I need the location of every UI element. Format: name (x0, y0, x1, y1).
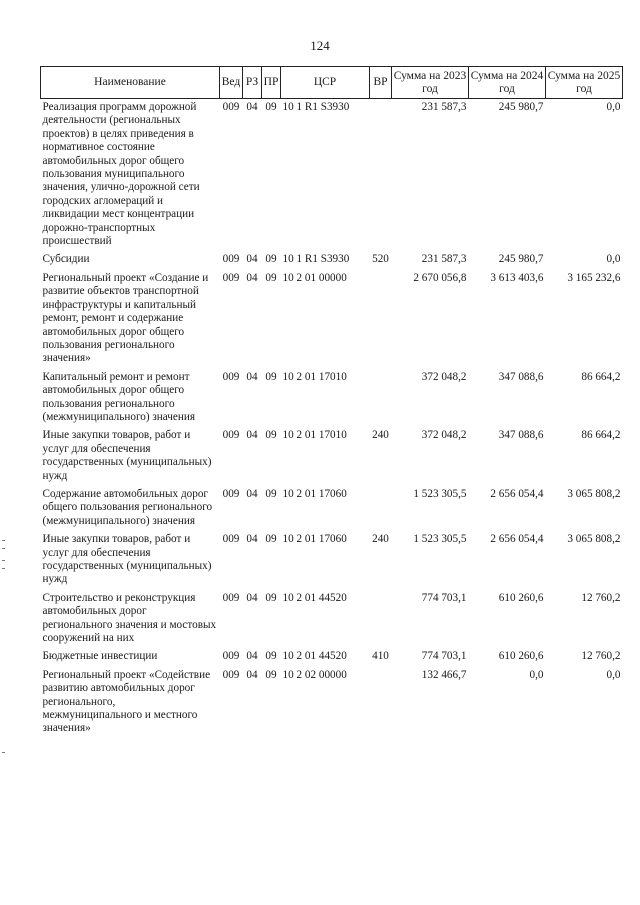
column-header-csr: ЦСР (281, 67, 370, 99)
cell-pr: 09 (265, 650, 277, 663)
cell-sum-2023: 774 703,1 (421, 650, 467, 663)
column-header-sum-2024: Сумма на 2024 год (469, 67, 546, 99)
cell-csr: 10 2 01 17060 (282, 487, 347, 500)
cell-csr: 10 1 R1 S3930 (282, 101, 350, 113)
cell-sum-2025: 3 065 808,2 (567, 533, 621, 546)
cell-name: Реализация программ дорожной деятельности (региональных проектов) в целях приведения в нормативное состояние автомобильных дорог общего пользования муниципального значения, улично-дорожной сети городских агломераций и ликвидации мест концентрации дорожно-транспортных происшествий (42, 101, 200, 248)
cell-rz: 04 (246, 533, 258, 546)
table-row (41, 533, 623, 592)
cell-sum-2023: 1 523 305,5 (413, 487, 467, 500)
cell-name: Региональный проект «Содействие развитию автомобильных дорог регионального, межмуниципального и местного значения» (42, 668, 211, 735)
cell-ved: 009 (222, 533, 240, 546)
cell-sum-2023: 372 048,2 (421, 370, 467, 383)
cell-sum-2024: 610 260,6 (498, 591, 544, 604)
cell-sum-2025: 3 165 232,6 (567, 271, 621, 284)
table-row (41, 99, 623, 254)
cell-rz: 04 (246, 487, 258, 500)
cell-sum-2025: 0,0 (606, 253, 621, 266)
cell-rz: 04 (246, 370, 258, 383)
cell-sum-2023: 132 466,7 (421, 668, 467, 681)
column-header-pr: ПР (262, 67, 281, 99)
column-header-sum-2023: Сумма на 2023 год (392, 67, 469, 99)
cell-pr: 09 (265, 101, 277, 113)
cell-csr: 10 2 01 17010 (282, 429, 347, 442)
cell-sum-2023: 231 587,3 (421, 101, 467, 113)
cell-name: Бюджетные инвестиции (42, 650, 158, 663)
margin-mark (2, 548, 5, 549)
column-header-ved: Вед (220, 67, 243, 99)
table-row (41, 592, 623, 651)
cell-csr: 10 2 01 00000 (282, 271, 347, 284)
table-body (41, 99, 623, 741)
cell-pr: 09 (265, 487, 277, 500)
cell-rz: 04 (246, 253, 258, 266)
cell-ved: 009 (222, 487, 240, 500)
cell-csr: 10 2 01 44520 (282, 650, 347, 663)
cell-pr: 09 (265, 271, 277, 284)
cell-sum-2024: 2 656 054,4 (490, 487, 544, 500)
cell-sum-2024: 3 613 403,6 (490, 271, 544, 284)
cell-name: Иные закупки товаров, работ и услуг для обеспечения государственных (муниципальных) нужд (42, 429, 212, 482)
cell-pr: 09 (265, 533, 277, 546)
margin-mark (2, 540, 5, 541)
cell-ved: 009 (222, 429, 240, 442)
cell-ved: 009 (222, 650, 240, 663)
cell-sum-2025: 12 760,2 (581, 591, 621, 604)
budget-table (40, 66, 623, 741)
cell-ved: 009 (222, 591, 240, 604)
table-row (41, 371, 623, 430)
cell-sum-2024: 0,0 (529, 668, 544, 681)
cell-csr: 10 2 01 17010 (282, 370, 347, 383)
cell-sum-2025: 0,0 (606, 101, 621, 113)
table-row (41, 650, 623, 668)
cell-sum-2025: 12 760,2 (581, 650, 621, 663)
column-header-vr: ВР (370, 67, 392, 99)
cell-csr: 10 2 01 44520 (282, 591, 347, 604)
cell-rz: 04 (246, 650, 258, 663)
cell-pr: 09 (265, 429, 277, 442)
cell-sum-2024: 245 980,7 (498, 101, 544, 113)
cell-pr: 09 (265, 668, 277, 681)
cell-sum-2024: 610 260,6 (498, 650, 544, 663)
table-row (41, 488, 623, 533)
cell-sum-2023: 2 670 056,8 (413, 271, 467, 284)
cell-name: Иные закупки товаров, работ и услуг для обеспечения государственных (муниципальных) нужд (42, 533, 212, 586)
cell-name: Субсидии (42, 253, 90, 266)
cell-sum-2023: 231 587,3 (421, 253, 467, 266)
cell-pr: 09 (265, 370, 277, 383)
cell-vr: 520 (372, 253, 389, 266)
cell-vr: 240 (372, 533, 389, 546)
cell-sum-2023: 372 048,2 (421, 429, 467, 442)
cell-rz: 04 (246, 101, 258, 113)
margin-mark (2, 560, 5, 561)
cell-ved: 009 (222, 271, 240, 284)
column-header-sum-2025: Сумма на 2025 год (546, 67, 623, 99)
cell-vr (370, 592, 392, 651)
table-header-row (41, 67, 623, 99)
cell-name: Строительство и реконструкция автомобильных дорог регионального значения и мостовых сооружений на них (42, 591, 217, 645)
column-header-name: Наименование (41, 67, 220, 99)
cell-pr: 09 (265, 591, 277, 604)
cell-sum-2024: 2 656 054,4 (490, 533, 544, 546)
cell-name: Региональный проект «Создание и развитие объектов транспортной инфраструктуры и капитальный ремонт, ремонт и содержание автомобильных дорог общего пользования регионального значения» (42, 271, 209, 365)
cell-csr: 10 2 02 00000 (282, 668, 347, 681)
cell-csr: 10 1 R1 S3930 (282, 253, 350, 266)
cell-vr (370, 371, 392, 430)
cell-rz: 04 (246, 591, 258, 604)
cell-sum-2023: 1 523 305,5 (413, 533, 467, 546)
column-header-rz: РЗ (243, 67, 262, 99)
cell-ved: 009 (222, 668, 240, 681)
table-row (41, 669, 623, 741)
cell-vr (370, 669, 392, 741)
cell-sum-2025: 3 065 808,2 (567, 487, 621, 500)
cell-sum-2025: 86 664,2 (581, 370, 621, 383)
cell-name: Капитальный ремонт и ремонт автомобильных дорог общего пользования регионального (межмуниципального) значения (42, 370, 195, 423)
cell-vr: 410 (372, 650, 389, 663)
cell-csr: 10 2 01 17060 (282, 533, 347, 546)
page-number: 124 (310, 38, 330, 53)
cell-ved: 009 (222, 253, 240, 266)
cell-vr: 240 (372, 429, 389, 442)
cell-sum-2025: 0,0 (606, 668, 621, 681)
cell-vr (370, 488, 392, 533)
cell-vr (370, 99, 392, 254)
cell-rz: 04 (246, 429, 258, 442)
cell-rz: 04 (246, 668, 258, 681)
cell-ved: 009 (222, 370, 240, 383)
margin-mark (2, 568, 5, 569)
table-row (41, 253, 623, 271)
cell-sum-2024: 245 980,7 (498, 253, 544, 266)
cell-ved: 009 (222, 101, 240, 113)
cell-sum-2025: 86 664,2 (581, 429, 621, 442)
cell-vr (370, 272, 392, 371)
cell-sum-2024: 347 088,6 (498, 429, 544, 442)
margin-mark (2, 752, 5, 753)
cell-sum-2024: 347 088,6 (498, 370, 544, 383)
cell-name: Содержание автомобильных дорог общего пользования регионального (межмуниципального) значения (42, 487, 213, 527)
cell-pr: 09 (265, 253, 277, 266)
table-row (41, 429, 623, 488)
table-row (41, 272, 623, 371)
cell-sum-2023: 774 703,1 (421, 591, 467, 604)
cell-rz: 04 (246, 271, 258, 284)
